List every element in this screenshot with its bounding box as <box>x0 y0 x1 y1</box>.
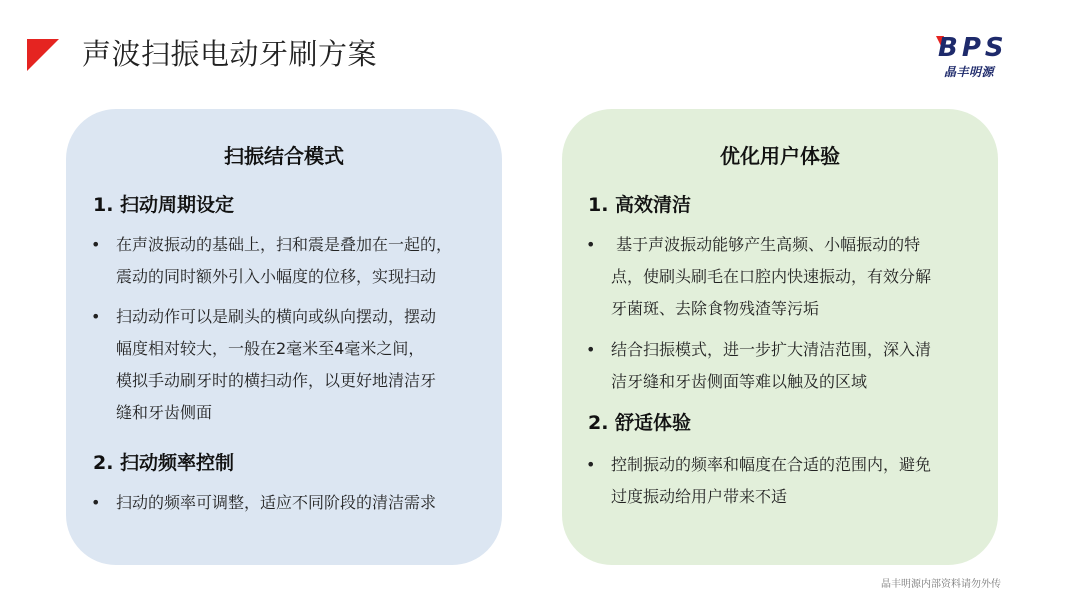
list-item: • 在声波振动的基础上，扫和震是叠加在一起的， 震动的同时额外引入小幅度的位移，实现扫动 <box>91 229 491 293</box>
bullet-icon: • <box>586 340 596 359</box>
list-item: • 基于声波振动能够产生高频、小幅振动的特 点，使刷头刷毛在口腔内快速振动，有效分解 牙菌斑、去除食物残渣等污垢 <box>586 229 991 325</box>
logo-mark: BPS <box>938 33 1008 63</box>
section-heading: 1. 高效清洁 <box>588 194 692 216</box>
logo-subtitle: 晶丰明源 <box>944 65 995 79</box>
panel-heading: 扫振结合模式 <box>224 144 344 168</box>
bullet-icon: • <box>91 307 101 326</box>
bullet-icon: • <box>586 455 596 474</box>
bullet-icon: • <box>91 235 101 254</box>
bullet-icon: • <box>586 235 596 254</box>
panel-sweep-vibration-mode <box>66 109 502 565</box>
section-heading: 1. 扫动周期设定 <box>93 194 235 216</box>
section-heading: 2. 扫动频率控制 <box>93 452 235 474</box>
list-item: • 扫动动作可以是刷头的横向或纵向摆动，摆动 幅度相对较大，一般在2毫米至4毫米之间， 模拟手动刷牙时的横扫动作，以更好地清洁牙 缝和牙齿侧面 <box>91 301 491 429</box>
panel-user-experience <box>562 109 998 565</box>
footer-note: 晶丰明源内部资料请勿外传 <box>881 579 1001 590</box>
list-item: • 结合扫振模式，进一步扩大清洁范围，深入清 洁牙缝和牙齿侧面等难以触及的区域 <box>586 334 991 398</box>
bullet-icon: • <box>91 493 101 512</box>
list-item: • 扫动的频率可调整，适应不同阶段的清洁需求 <box>91 487 491 519</box>
title-accent-triangle <box>27 39 59 71</box>
panel-heading: 优化用户体验 <box>720 144 840 168</box>
list-item: • 控制振动的频率和幅度在合适的范围内，避免 过度振动给用户带来不适 <box>586 449 991 513</box>
page-title: 声波扫振电动牙刷方案 <box>82 37 378 71</box>
bps-logo-icon <box>932 34 1032 84</box>
section-heading: 2. 舒适体验 <box>588 412 692 434</box>
